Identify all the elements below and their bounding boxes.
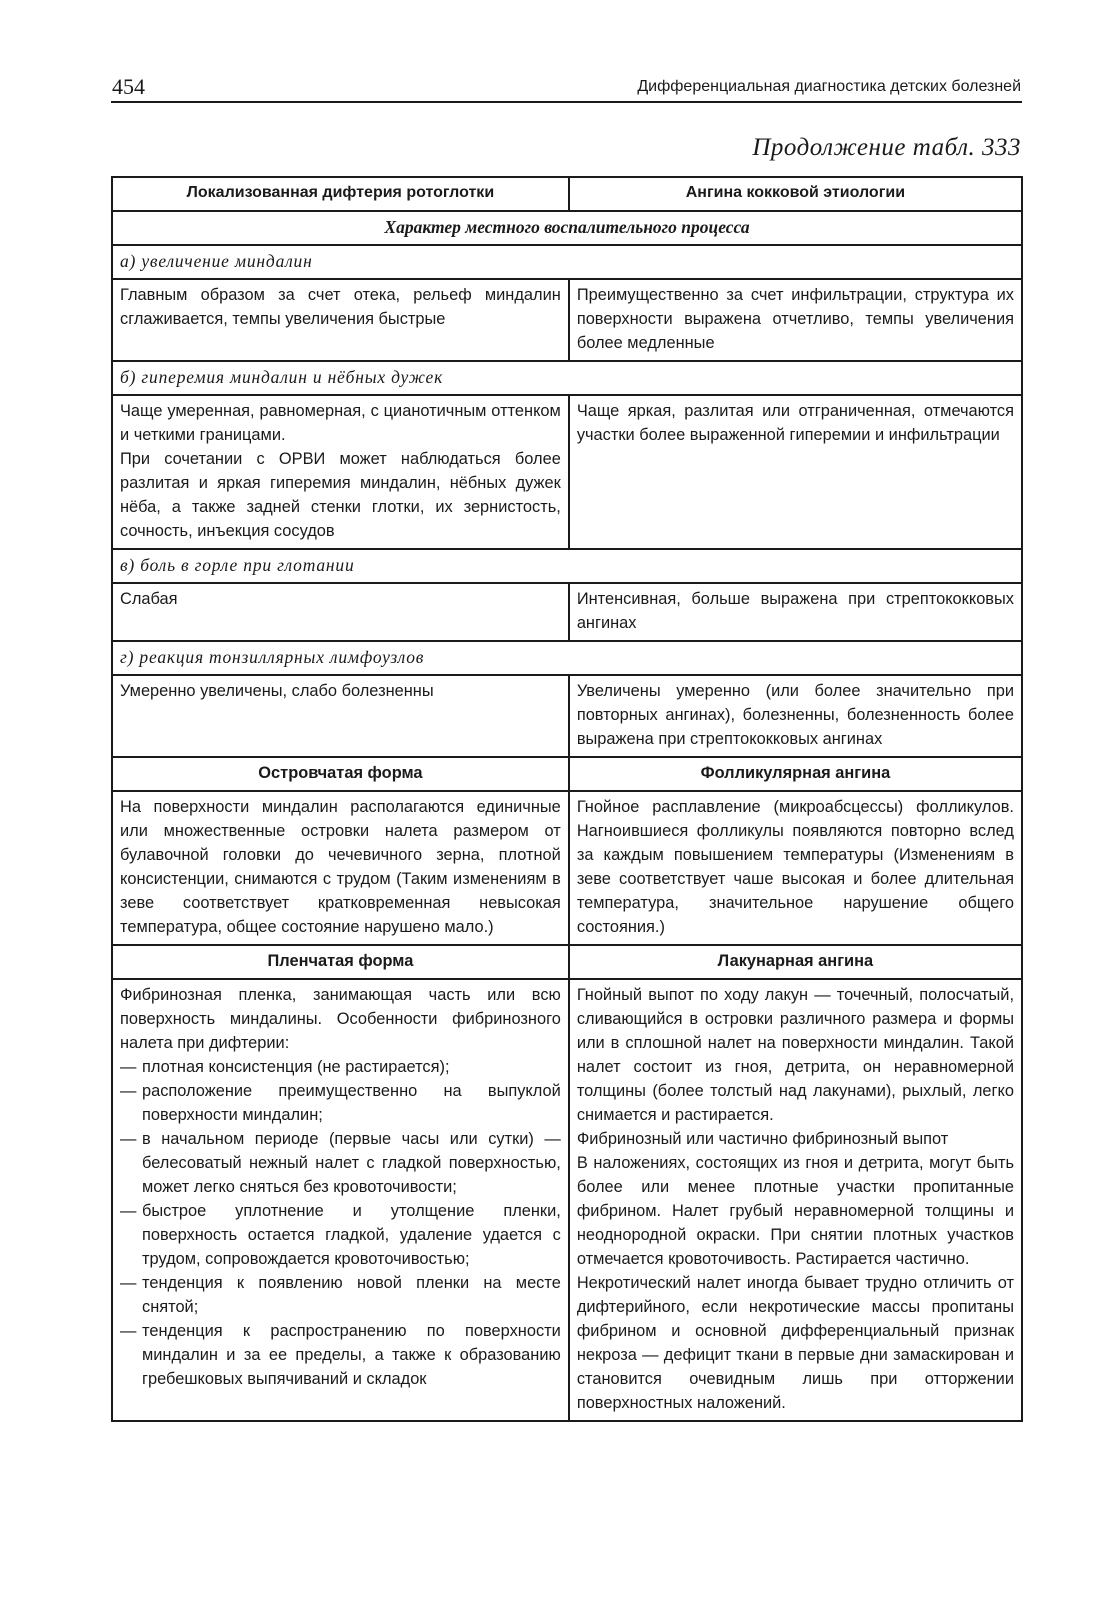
diphtheria-cell: [112, 583, 569, 641]
diphtheria-cell: [112, 979, 569, 1421]
list-item: — тенденция к распространению по поверхности миндалин и за ее пределы, а также к образованию гребешковых выпячиваний и складок: [120, 1319, 561, 1391]
cell-text: Гнойный выпот по ходу лакун — точечный, полосчатый, сливающийся в островки различного размера и формы или в сплошной налет на поверхности миндалин. Такой налет состоит из гноя, детрита, он неравномерной толщины (более толстый над лакунами), рыхлый, легко снимается и растирается.: [576, 986, 1014, 1124]
list-item: — в начальном периоде (первые часы или сутки) — белесоватый нежный налет с гладкой поверхностью, может легко сняться без кровоточивости;: [120, 1127, 561, 1199]
diphtheria-cell: [112, 395, 569, 549]
form-title-film: Пленчатая форма: [112, 945, 569, 979]
section-title: Характер местного воспалительного процесса: [112, 211, 1022, 245]
cell-text: Чаще умеренная, равномерная, с цианотичным оттенком и четкими границами.: [120, 402, 561, 444]
angina-cell: [569, 279, 1022, 361]
cell-text: Главным образом за счет отека, рельеф миндалин сглаживается, темпы увеличения быстрые: [120, 286, 561, 328]
angina-cell: [569, 395, 1022, 549]
form-header-row: [112, 945, 1022, 979]
criterion-title-row: [112, 361, 1022, 395]
diphtheria-cell: [112, 279, 569, 361]
header-rule: [111, 101, 1022, 103]
diphtheria-cell: [112, 791, 569, 945]
form-header-row: [112, 757, 1022, 791]
cell-text: Умеренно увеличены, слабо болезненны: [120, 682, 434, 700]
criterion-title: г) реакция тонзиллярных лимфоузлов: [112, 641, 1022, 675]
cell-text: Гнойное расплавление (микроабсцессы) фолликулов. Нагноившиеся фолликулы появляются повторно вслед за каждым повышением температуры (Изменениям в зеве соответствует чаше высокая и более длительная температура, значительное нарушение общего состояния.): [576, 798, 1014, 936]
cell-text: Некротический налет иногда бывает трудно отличить от дифтерийного, если некротические массы пропитаны фибрином и основной дифференциальный признак некроза — дефицит ткани в первые дни замаскирован и становится очевидным лишь при отторжении поверхностных наложений.: [576, 1274, 1014, 1412]
list-item: — плотная консистенция (не растирается);: [120, 1055, 561, 1079]
running-title: Дифференциальная диагностика детских болезней: [637, 78, 1021, 95]
list-item: — расположение преимущественно на выпуклой поверхности миндалин;: [120, 1079, 561, 1127]
section-header-row: [112, 211, 1022, 245]
table-row: [112, 279, 1022, 361]
list-item: — быстрое уплотнение и утолщение пленки, поверхность остается гладкой, удаление удается с трудом, сопровождается кровоточивостью;: [120, 1199, 561, 1271]
angina-cell: [569, 791, 1022, 945]
form-title-follicular: Фолликулярная ангина: [569, 757, 1022, 791]
angina-cell: [569, 583, 1022, 641]
feature-list: [120, 1055, 561, 1391]
criterion-title-row: [112, 549, 1022, 583]
cell-text: Увеличены умеренно (или более значительно при повторных ангинах), болезненны, болезненность более выражена при стрептококковых ангинах: [576, 682, 1014, 748]
column-header-diphtheria: Локализованная дифтерия ротоглотки: [112, 177, 569, 211]
diphtheria-cell: [112, 675, 569, 757]
table-continuation-label: Продолжение табл. 333: [752, 134, 1021, 161]
table-row: [112, 979, 1022, 1421]
table-header-row: [112, 177, 1022, 211]
column-header-angina: Ангина кокковой этиологии: [569, 177, 1022, 211]
cell-text: Преимущественно за счет инфильтрации, структура их поверхности выражена отчетливо, темпы увеличения более медленные: [576, 286, 1014, 352]
criterion-title-row: [112, 245, 1022, 279]
cell-text: На поверхности миндалин располагаются единичные или множественные островки налета размером от булавочной головки до чечевичного зерна, плотной консистенции, снимаются с трудом (Таким изменениям в зеве соответствует кратковременная невысокая температура, общее состояние нарушено мало.): [120, 798, 561, 936]
form-title-lacunar: Лакунарная ангина: [569, 945, 1022, 979]
comparison-table: [111, 176, 1023, 1422]
angina-cell: [569, 979, 1022, 1421]
cell-text: Слабая: [120, 590, 178, 608]
table-row: [112, 395, 1022, 549]
table-row: [112, 583, 1022, 641]
cell-text: Фибринозная пленка, занимающая часть или всю поверхность миндалины. Особенности фибринозного налета при дифтерии:: [120, 986, 561, 1052]
cell-text: Чаще яркая, разлитая или отграниченная, отмечаются участки более выраженной гиперемии и инфильтрации: [576, 402, 1014, 444]
criterion-title: б) гиперемия миндалин и нёбных дужек: [112, 361, 1022, 395]
table-row: [112, 675, 1022, 757]
cell-text: При сочетании с ОРВИ может наблюдаться более разлитая и яркая гиперемия миндалин, нёбных дужек нёба, а также задней стенки глотки, их зернистость, сочность, инъекция сосудов: [120, 450, 561, 540]
page-number: 454: [112, 74, 145, 99]
angina-cell: [569, 675, 1022, 757]
list-item: — тенденция к появлению новой пленки на месте снятой;: [120, 1271, 561, 1319]
cell-text: Интенсивная, больше выражена при стрептококковых ангинах: [576, 590, 1014, 632]
cell-text: В наложениях, состоящих из гноя и детрита, могут быть более или менее плотные участки пропитанные фибрином. Налет грубый неравномерной толщины и неоднородной окраски. При снятии плотных участков отмечается кровоточивость. Растирается частично.: [576, 1154, 1014, 1268]
table-row: [112, 791, 1022, 945]
cell-text: Фибринозный или частично фибринозный выпот: [576, 1130, 949, 1148]
criterion-title: а) увеличение миндалин: [112, 245, 1022, 279]
criterion-title-row: [112, 641, 1022, 675]
criterion-title: в) боль в горле при глотании: [112, 549, 1022, 583]
form-title-island: Островчатая форма: [112, 757, 569, 791]
